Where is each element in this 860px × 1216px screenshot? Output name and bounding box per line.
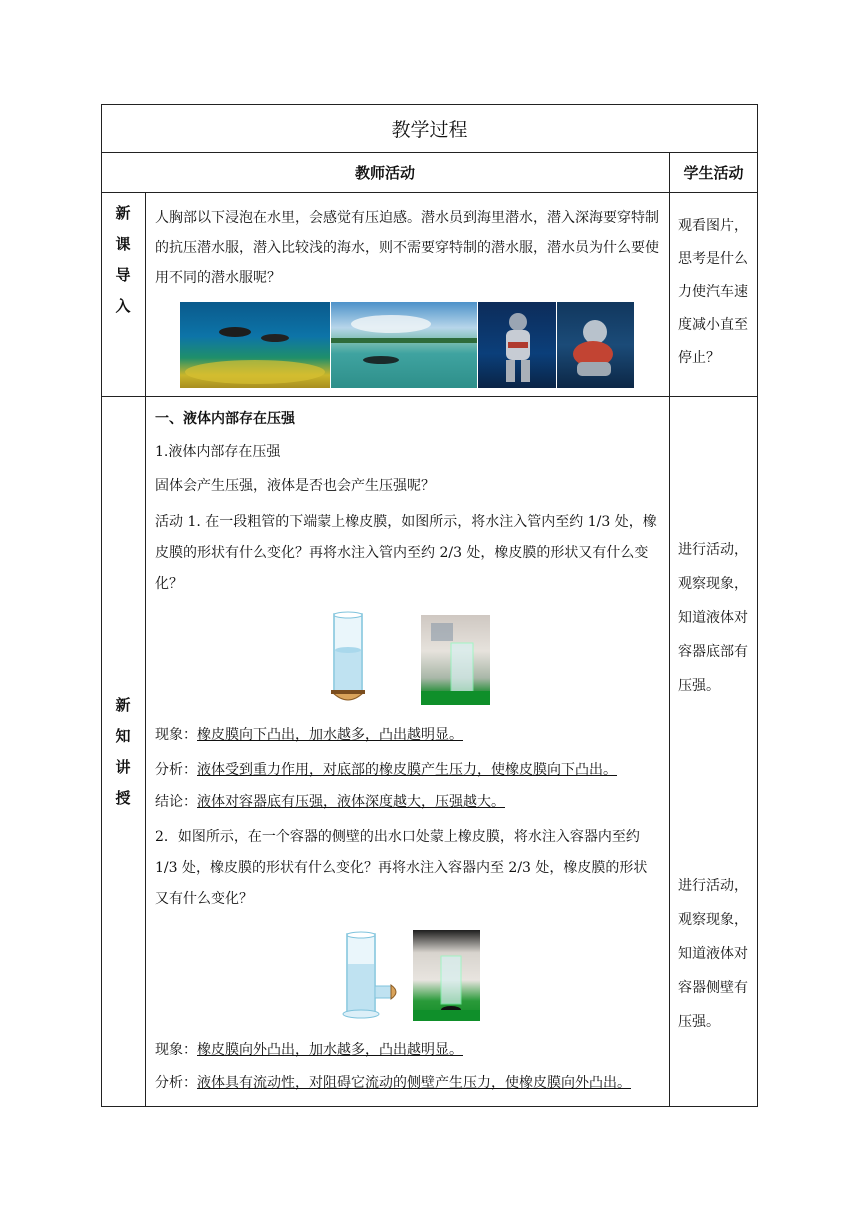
lesson-label-char: 讲: [115, 758, 131, 776]
section-heading: 一、液体内部存在压强: [155, 411, 295, 427]
atmospheric-suit-photo: [557, 302, 634, 388]
observation-label: 现象：: [155, 727, 197, 743]
intro-row-border: [101, 396, 758, 397]
table-right-border: [757, 104, 758, 1107]
observation-answer: 橡皮膜向外凸出，加水越多，凸出越明显。: [197, 1042, 463, 1058]
reef-divers-photo: [180, 302, 330, 388]
conclusion-1: [155, 788, 661, 817]
intro-label-char: 入: [115, 297, 131, 315]
container-experiment-photo: [413, 930, 480, 1021]
header-row-border: [101, 192, 758, 193]
lesson-label-char: 知: [115, 727, 131, 745]
analysis-answer: 液体受到重力作用，对底部的橡皮膜产生压力，使橡皮膜向下凸出。: [197, 762, 617, 778]
lesson-student-activity-2: 进行活动，观察现象，知道液体对容器侧壁有压强。: [678, 878, 748, 1030]
observation-label: 现象：: [155, 1042, 197, 1058]
conclusion-answer: 液体对容器底有压强，液体深度越大，压强越大。: [197, 794, 505, 810]
lesson-label-char: 授: [115, 789, 131, 807]
atmospheric-suit-graphic: [557, 302, 634, 388]
activity-1-text: 活动 1. 在一段粗管的下端蒙上橡皮膜，如图所示，将水注入管内至约 1/3 处，橡皮膜的形状有什么变化？再将水注入管内至约 2/3 处，橡皮膜的形状又有什么变化？: [155, 514, 657, 592]
analysis-label: 分析：: [155, 1075, 197, 1091]
table-bottom-border: [101, 1106, 758, 1107]
analysis-1: [155, 756, 661, 785]
label-column-border: [145, 192, 146, 1107]
intro-section-label: [101, 198, 145, 322]
intro-student-activity: 观看图片，思考是什么力使汽车速度减小直至停止？: [678, 218, 748, 366]
deep-diving-suit-photo: [478, 302, 556, 388]
tube-bottom-membrane-diagram: [326, 610, 370, 706]
conclusion-label: 结论：: [155, 794, 197, 810]
tube-bottom-graphic: [326, 610, 370, 706]
intro-label-char: 导: [115, 266, 131, 284]
analysis-label: 分析：: [155, 762, 197, 778]
lesson-section-label: [101, 690, 145, 814]
lesson-student-activity-1: 进行活动，观察现象，知道液体对容器底部有压强。: [678, 542, 748, 694]
side-outlet-membrane-diagram: [341, 930, 407, 1020]
analysis-answer: 液体具有流动性，对阻碍它流动的侧壁产生压力，使橡皮膜向外凸出。: [197, 1075, 631, 1091]
intro-label-char: 课: [115, 235, 131, 253]
activity-2-text: 2．如图所示，在一个容器的侧壁的出水口处蒙上橡皮膜，将水注入容器内至约 1/3 处，橡皮膜的形状有什么变化？再将水注入容器内至 2/3 处，橡皮膜的形状又有什么变化？: [155, 829, 648, 907]
intro-text: 人胸部以下浸泡在水里，会感觉有压迫感。潜水员到海里潜水，潜入深海要穿特制的抗压潜水服，潜入比较浅的海水，则不需要穿特制的潜水服，潜水员为什么要使用不同的潜水服呢？: [155, 210, 659, 286]
diving-suit-graphic: [478, 302, 556, 388]
tube-experiment-graphic: [421, 615, 490, 705]
shallow-sea-graphic: [331, 302, 477, 388]
tube-experiment-photo: [421, 615, 490, 705]
observation-1: [155, 721, 661, 750]
lesson-question: 固体会产生压强，液体是否也会产生压强呢？: [155, 478, 435, 494]
lesson-label-char: 新: [115, 696, 131, 714]
student-activity-header: 学生活动: [683, 163, 744, 182]
shallow-sea-photo: [331, 302, 477, 388]
student-column-border: [669, 152, 670, 1107]
reef-divers-graphic: [180, 302, 330, 388]
teacher-activity-header: 教师活动: [354, 163, 415, 182]
intro-label-char: 新: [115, 204, 131, 222]
container-experiment-graphic: [413, 930, 480, 1021]
table-title: 教学过程: [391, 118, 468, 141]
side-outlet-graphic: [341, 930, 407, 1020]
subsection-heading: 1.液体内部存在压强: [155, 444, 281, 460]
observation-2: [155, 1036, 661, 1065]
analysis-2: [155, 1069, 661, 1098]
observation-answer: 橡皮膜向下凸出，加水越多，凸出越明显。: [197, 727, 463, 743]
